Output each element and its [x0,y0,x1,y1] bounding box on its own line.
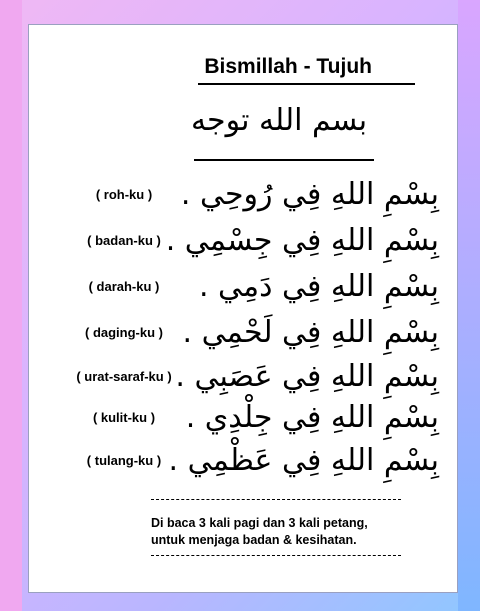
arabic-title-underline [194,159,374,161]
list-item [29,269,457,309]
document-page [28,24,458,593]
arabic-phrase: بِسْمِ اللهِ فِي جِلْدِي . [185,400,439,435]
malay-label: ( badan-ku ) [87,233,161,248]
list-item [29,443,457,483]
left-frame-border [0,0,22,611]
list-item [29,400,457,440]
list-item [29,223,457,263]
arabic-phrase: بِسْمِ اللهِ فِي عَصَبِي . [175,359,439,394]
malay-label: ( tulang-ku ) [86,453,162,468]
arabic-title: بسم الله توجه [190,103,368,138]
instruction-note [151,515,411,549]
malay-label: ( kulit-ku ) [92,410,156,425]
arabic-phrase: بِسْمِ اللهِ فِي عَظْمِي . [168,443,439,478]
list-item [29,359,457,399]
instruction-line: Di baca 3 kali pagi dan 3 kali petang, [151,516,368,530]
malay-label: ( daging-ku ) [85,325,163,340]
right-frame-border [458,0,480,611]
arabic-phrase: بِسْمِ اللهِ فِي دَمِي . [198,269,439,304]
malay-label: ( roh-ku ) [95,187,153,202]
instruction-line: untuk menjaga badan & kesihatan. [151,533,357,547]
arabic-phrase: بِسْمِ اللهِ فِي جِسْمِي . [165,223,439,258]
arabic-phrase: بِسْمِ اللهِ فِي رُوحِي . [180,177,439,212]
bottom-dashed-divider [151,555,401,556]
malay-label: ( darah-ku ) [88,279,160,294]
title-underline [198,83,415,85]
arabic-phrase: بِسْمِ اللهِ فِي لَحْمِي . [182,315,439,350]
list-item [29,315,457,355]
malay-label: ( urat-saraf-ku ) [76,369,172,384]
list-item [29,177,457,217]
top-dashed-divider [151,499,401,500]
page-title: Bismillah - Tujuh [204,55,372,78]
